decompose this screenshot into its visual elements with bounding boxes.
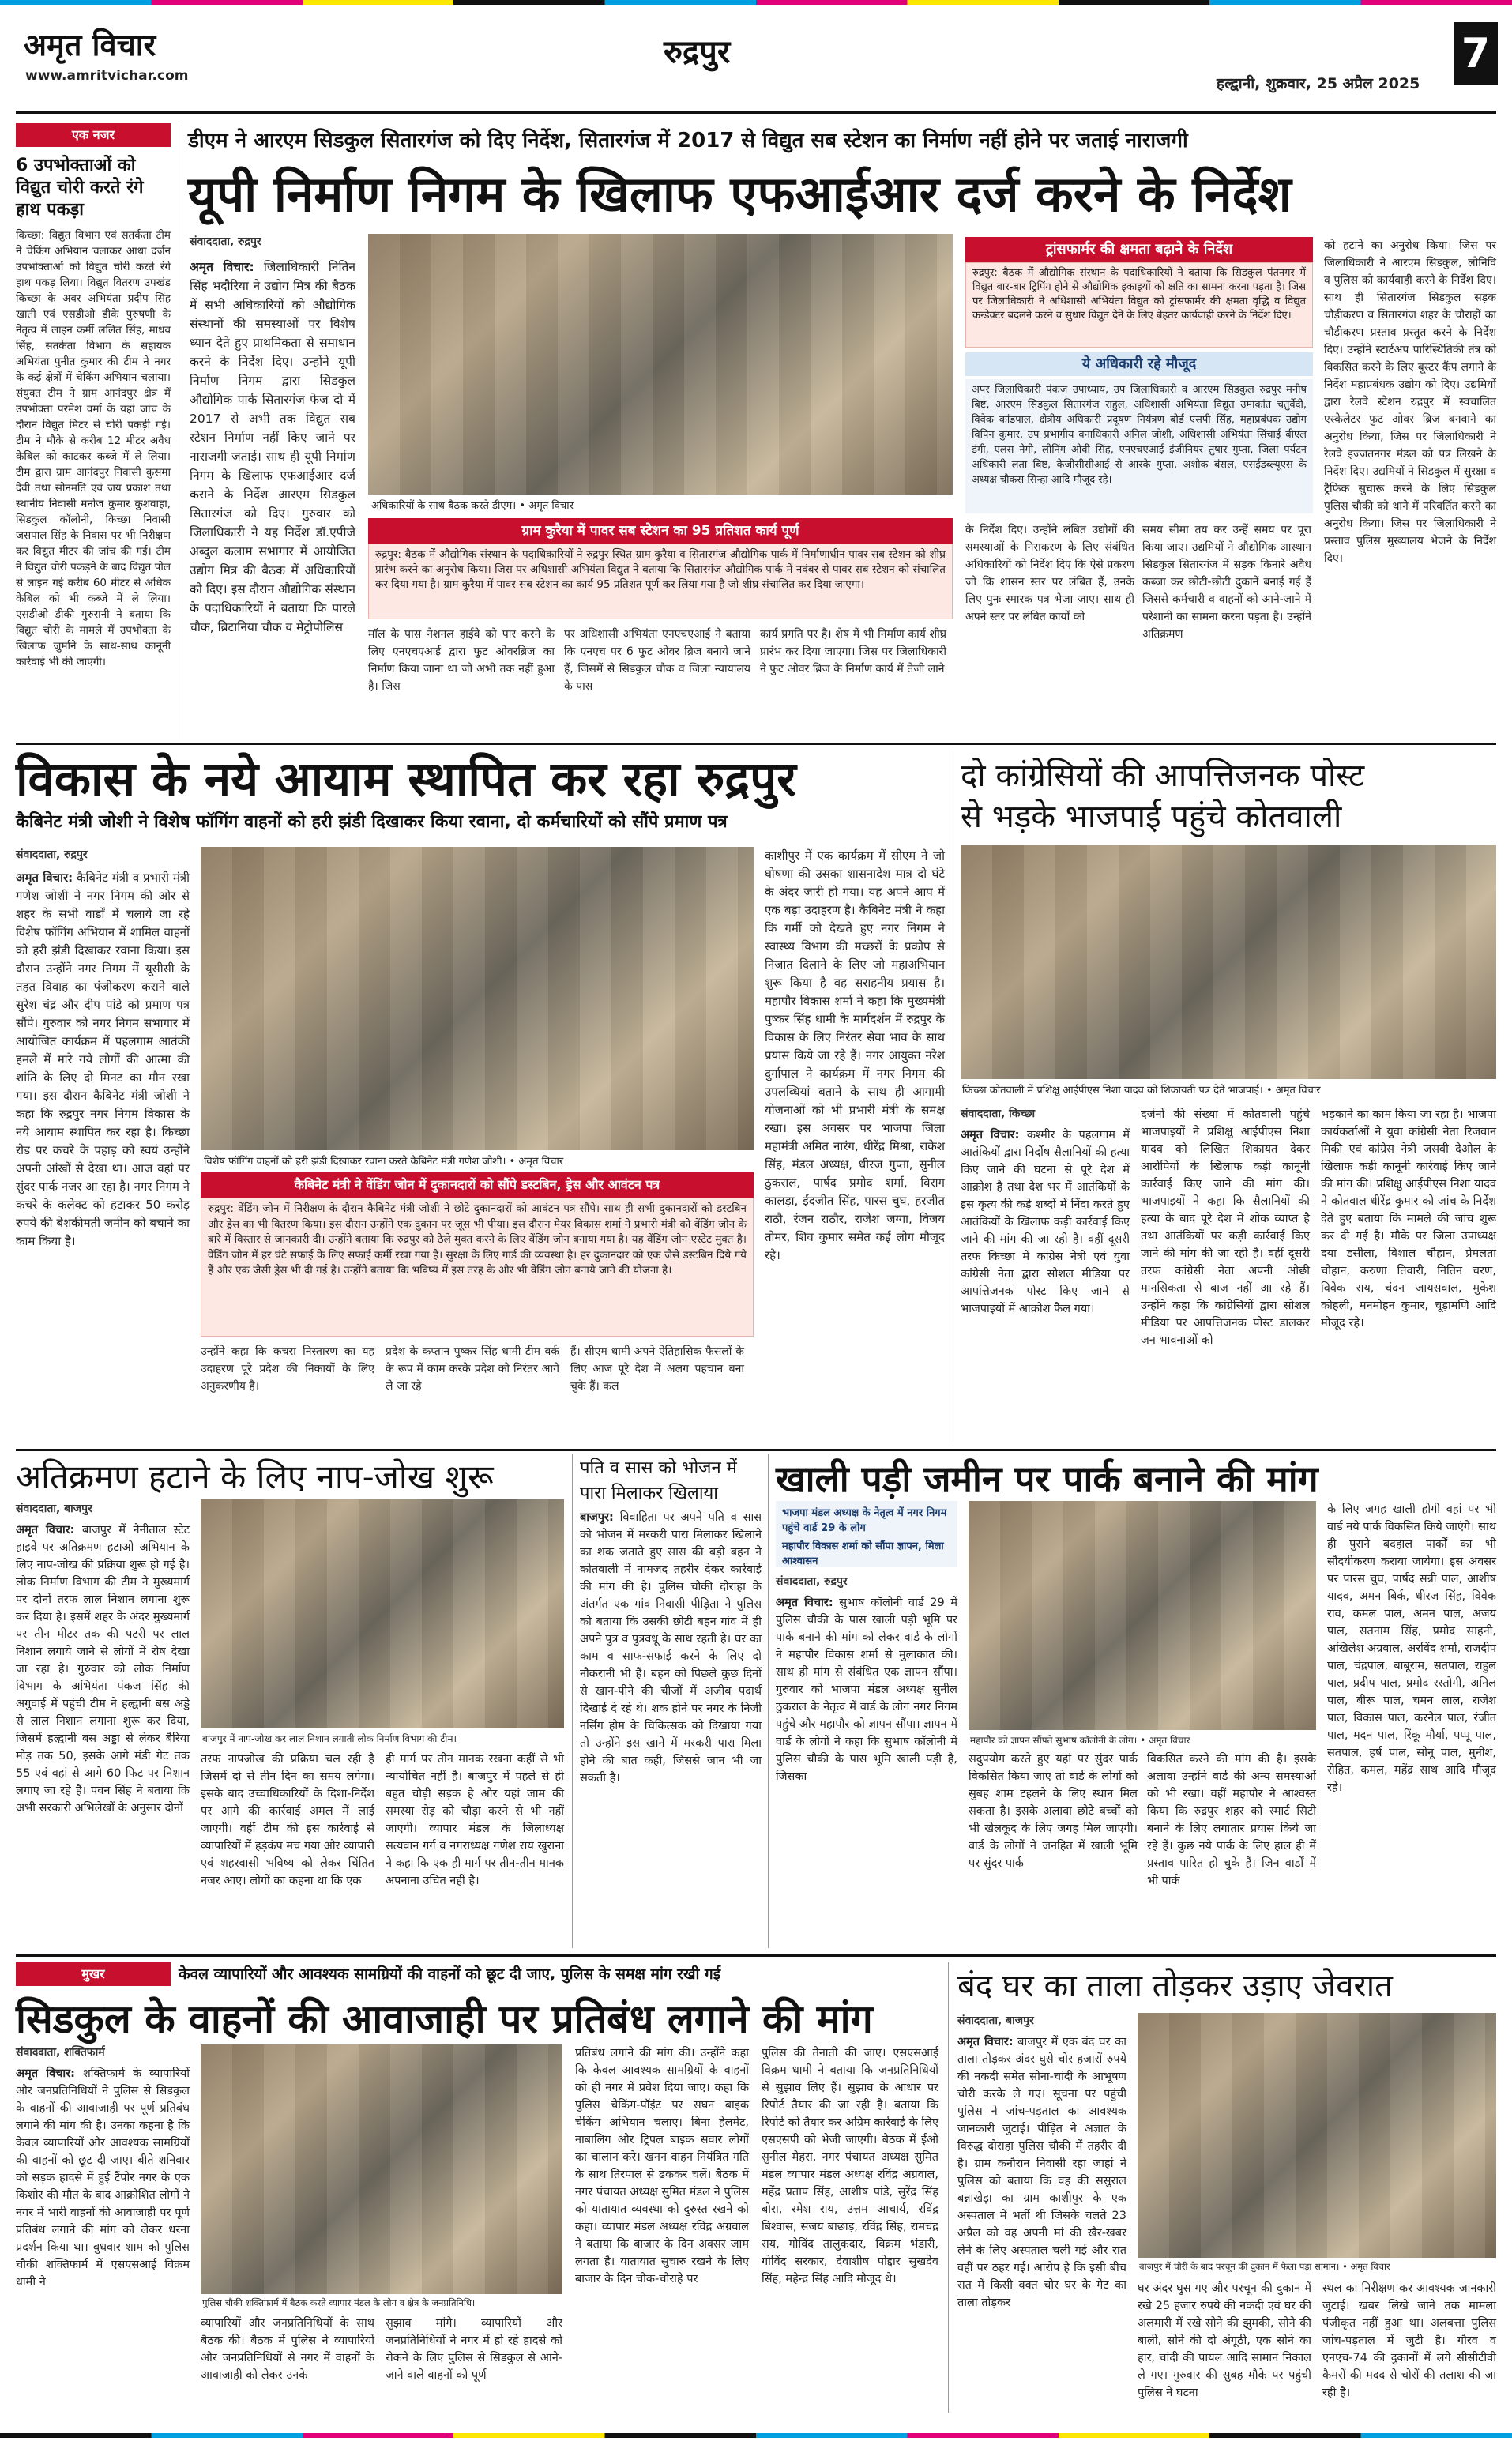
story7-tag: मुखर bbox=[16, 1962, 171, 1986]
story6-bullets bbox=[776, 1501, 957, 1567]
story2-col1 bbox=[16, 869, 190, 1446]
story2-col-y: प्रदेश के कप्तान पुष्कर सिंह धामी टीम वर्क के रूप में काम करके प्रदेश को निरंतर आगे ले जा रहे bbox=[386, 1345, 559, 1393]
ek-nazar-headline: 6 उपभोक्ताओं को विद्युत चोरी करते रंगे हाथ पकड़ा bbox=[16, 156, 144, 220]
story8-col3: स्थल का निरीक्षण कर आवश्यक जानकारी जुटाई। खबर लिखे जाने तक मामला पंजीकृत नहीं हुआ था। अलबत्ता पुलिस जांच-पड़ताल में जुटी है। गौरव व एनएच-74 की दुकानों में लगे सीसीटीवी कैमरों की मदद से चोरों की तलाश की जा रही है। bbox=[1322, 2282, 1496, 2399]
story2-col-z: हैं। सीएम धामी अपने ऐतिहासिक फैसलों के लिए आज पूरे देश में अलग पहचान बना चुके हैं। कल bbox=[570, 1345, 744, 1393]
story4-col3: ही मार्ग पर तीन मानक रखना कहीं से भी न्यायोचित नहीं है। बाजपुर में पहले से ही बहुत चौड़ी सड़क है और यहां जाम की समस्या रोड़ को चौड़ा करने से भी नहीं जाएगी। व्यापार मंडल के जिलाध्यक्ष सत्यवान गर्ग व नगराध्यक्ष गणेश राय खुराना ने कहा कि एक ही मार्ग पर तीन-तीन मानक अपनाना उचित नहीं है। bbox=[386, 1753, 564, 1887]
story6-col1-text: सुभाष कॉलोनी वार्ड 29 में पुलिस चौकी के पास खाली पड़ी भूमि पर पार्क बनाने की मांग को लेकर वार्ड के लोगों ने महापौर विकास शर्मा से मुलाकात की। साथ ही मांग से संबंधित एक ज्ञापन सौंपा। गुरुवार को भाजपा मंडल अध्यक्ष सुनील ठुकराल के नेतृत्व में वार्ड के लोग नगर निगम पहुंचे और महापौर को ज्ञापन सौंपा। ज्ञापन में वार्ड के लोगों ने कहा कि सुभाष कॉलोनी में पुलिस चौकी के पास भूमि खाली पड़ी है, जिसका bbox=[776, 1597, 958, 1783]
masthead bbox=[16, 11, 1501, 115]
story1-col-a: मॉल के पास नेशनल हाईवे को पार करने के लिए एनएचएआई द्वारा फुट ओवरब्रिज का निर्माण किया जाना था जो अभी तक नहीं हुआ है। जिस bbox=[368, 628, 555, 693]
story8-col1-text: बाजपुर में एक बंद घर का ताला तोड़कर अंदर घुसे चोर हजारों रुपये की नकदी समेत सोना-चांदी के आभूषण चोरी करके ले गए। सूचना पर पहुंची पुलिस ने जांच-पड़ताल का आवश्यक जानकारी जुटाई। पीड़ित ने अज्ञात के विरुद्ध दोराहा पुलिस चौकी में तहरीर दी है। ग्राम कनौरान निवासी रहा जाहां ने पुलिस को बताया कि वह की ससुराल बन्नाखेड़ा का ग्राम काशीपुर के एक अस्पताल में भर्ती थी जिसके चलते 23 अप्रैल को वह अपनी मां की खैर-खबर लेने के लिए अस्पताल चली गई और रात वहीं पर ठहर गई। आरोप है कि इसी बीच रात में किसी वक्त चोर घर के गेट का ताला तोड़कर bbox=[957, 2036, 1127, 2309]
story3-col1-text: कश्मीर के पहलगाम में आतंकियों द्वारा निर्दोष सैलानियों की हत्या किए जाने की घटना से पूरे देश में आक्रोश है तथा देश भर में आतंकियों के इस कृत्य की कड़े शब्दों में निंदा करते हुए आतंकियों के खिलाफ कड़ी कार्रवाई किए जाने की मांग की जा रही है। वहीं दूसरी तरफ किच्छा में कांग्रेस नेत्री एवं युवा कांग्रेसी नेता द्वारा सोशल मीडिया पर आपत्तिजनक पोस्ट किए जाने से भाजपाइयों में आक्रोश फैल गया। bbox=[961, 1129, 1130, 1315]
story2-byline: संवाददाता, रुद्रपुर bbox=[16, 848, 88, 861]
story3-byline: संवाददाता, किच्छा bbox=[961, 1108, 1036, 1120]
section-title: रुद्रपुर bbox=[664, 33, 731, 70]
story6-headline: खाली पड़ी जमीन पर पार्क बनाने की मांग bbox=[776, 1458, 1318, 1500]
column-divider bbox=[768, 1454, 769, 1948]
color-registration-bottom bbox=[0, 2433, 1512, 2438]
story3-col2: दर्जनों की संख्या में कोतवाली पहुंचे भाजपाइयों ने प्रशिक्षु आईपीएस निशा यादव को लिखित शिकायत देकर आरोपियों के खिलाफ कड़ी कानूनी कार्रवाई किए जाने की मांग की। भाजपाइयों ने कहा कि सैलानियों की हत्या के बाद पूरे देश में शोक व्याप्त है तथा आतंकियों पर कड़ी कार्रवाई किए जाने की मांग की जा रही है। वहीं दूसरी तरफ कांग्रेसी नेता अपनी ओछी मानसिकता से बाज नहीं आ रहे हैं। उन्होंने कहा कि कांग्रेसियों द्वारा सोशल मीडिया पर आपत्तिजनक पोस्ट डालकर जन भावनाओं को bbox=[1141, 1108, 1310, 1347]
section-rule-2 bbox=[16, 1449, 1496, 1451]
story1-col-b: पर अधिशासी अभियंता एनएचएआई ने बताया कि एनएच पर 6 फुट ओवर ब्रिज बनाये जाने हैं, जिसमें से सिडकुल चौक व जिला न्यायालय के पास bbox=[564, 628, 750, 693]
story4-byline: संवाददाता, बाजपुर bbox=[16, 1503, 92, 1515]
story1-col-d: के निर्देश दिए। उन्होंने लंबित उद्योगों की समस्याओं के निराकरण के लिए संबंधित अधिकारियों को निर्देश दिए कि ऐसे प्रकरण जो कि शासन स्तर पर लंबित हैं, उनके लिए पुनः स्मारक पत्र भेजा जाए। साथ ही अपने स्तर पर लंबित कार्यों को bbox=[965, 524, 1134, 623]
story1-photo-caption: अधिकारियों के साथ बैठक करते डीएम। • अमृत विचार bbox=[371, 500, 574, 512]
story6-byline: संवाददाता, रुद्रपुर bbox=[776, 1575, 848, 1588]
story4-lead: अमृत विचार: bbox=[16, 1524, 75, 1537]
story1-headline: यूपी निर्माण निगम के खिलाफ एफआईआर दर्ज करने के निर्देश bbox=[188, 165, 1292, 223]
story4-headline: अतिक्रमण हटाने के लिए नाप-जोख शुरू bbox=[16, 1458, 494, 1496]
date-line: हल्द्वानी, शुक्रवार, 25 अप्रैल 2025 bbox=[1217, 75, 1420, 92]
story8-col1 bbox=[957, 2033, 1126, 2413]
story7-lead: अमृत विचार: bbox=[16, 2067, 75, 2080]
story7-col1-text: शक्तिफार्म के व्यापारियों और जनप्रतिनिधियों ने पुलिस से सिडकुल के वाहनों की आवाजाही पर पूर्ण प्रतिबंध लगाने की मांग की है। उनका कहना है कि केवल व्यापारियों और आवश्यक सामग्रियों की वाहनों को छूट दी जाए। बीते शनिवार को सड़क हादसे में हुई टैंपोर नगर के एक किशोर की मौत के बाद आक्रोशित लोगों ने नगर में भारी वाहनों की आवाजाही पर पूर्ण प्रतिबंध लगाने की मांग को लेकर धरना प्रदर्शन किया था। बुधवार शाम को पुलिस चौकी शक्तिफार्म में एसएसआई विक्रम धामी ने bbox=[16, 2067, 190, 2289]
section-rule-3 bbox=[16, 1954, 1496, 1957]
page-number: 7 bbox=[1454, 22, 1498, 85]
story6-bullet-1: भाजपा मंडल अध्यक्ष के नेतृत्व में नगर निगम पहुंचे वार्ड 29 के लोग bbox=[782, 1507, 947, 1534]
story6-photo bbox=[969, 1501, 1316, 1730]
story2-right-col: काशीपुर में एक कार्यक्रम में सीएम ने जो घोषणा की उसका शासनादेश मात्र दो घंटे के अंदर जारी हो गया। यह अपने आप में एक बड़ा उदाहरण है। कैबिनेट मंत्री ने कहा कि गर्मी को देखते हुए नगर निगम ने स्वास्थ्य विभाग की मच्छरों के प्रकोप से निजात दिलाने के लिए जो महाअभियान शुरू किया है वह सराहनीय प्रयास है। महापौर विकास शर्मा ने कहा कि मुख्यमंत्री पुष्कर सिंह धामी के मार्गदर्शन में रुद्रपुर के विकास के लिए निरंतर सेवा भाव के साथ प्रयास किये जा रहे हैं। नगर आयुक्त नरेश दुर्गापाल ने कार्यक्रम में नगर निगम की उपलब्धियां बताने के साथ ही आगामी योजनाओं को भी प्रभारी मंत्री के समक्ष रखा। इस अवसर पर भाजपा जिला महामंत्री अमित नारंग, धीरेंद्र मिश्रा, राकेश सिंह, मंडल अध्यक्ष, धीरज गुप्ता, सुनील ठुकराल, पार्षद प्रमोद शर्मा, विराग कालड़ा, ईंदजीत सिंह, पारस चुघ, हरजीत राठौ, रंजन राठौर, राजेश जग्गा, विजय तोमर, शिव कुमार समेत कई लोग मौजूद रहे। bbox=[765, 848, 945, 1262]
ek-nazar-tag: एक नजर bbox=[16, 123, 171, 147]
ek-nazar-body: किच्छा: विद्युत विभाग एवं सतर्कता टीम ने चेकिंग अभियान चलाकर आधा दर्जन उपभोक्ताओं को विद्युत चोरी करते रंगे हाथ पकड़ लिया। विद्युत वितरण उपखंड किच्छा के अवर अभियंता प्रदीप सिंह खाती एवं एसडीओ डीके पुरुषणी के नेतृत्व में लाइन कर्मी ललित सिंह, माधव सिंह, सतर्कता विभाग के सहायक अभियंता पुनीत कुमार की टीम ने नगर के कई क्षेत्रों में चेकिंग अभियान चलाया। संयुक्त टीम ने ग्राम आनंदपुर क्षेत्र में उपभोक्ता परमेश वर्मा के यहां जांच के दौरान विद्युत मिटर से चोरी पकड़ी गई। टीम ने मौके से करीब 12 मीटर अवैध केबिल को काटकर कब्जे में ले लिया। टीम द्वारा ग्राम आनंदपुर निवासी कुसमा देवी तथा सोनमति एवं जय प्रकाश तथा स्थानीय निवासी मनोज कुमार कुशवाहा, सिडकुल कॉलोनी, किच्छा निवासी जसपाल सिंह के निवास पर भी निरीक्षण कर विद्युत मीटर की जांच की गई। टीम ने विद्युत चोरी पकड़ने के बाद विद्युत पोल से लाइन गई करीब 60 मीटर से अधिक केबिल को भी कब्जे में ले लिया। एसडीओ डीकी गुरुरानी ने बताया कि विद्युत चोरी के मामले में उपभोक्ता के खिलाफ जुर्माने के साथ-साथ कानूनी कार्रवाई भी की जाएगी। bbox=[16, 229, 171, 668]
story3-lead: अमृत विचार: bbox=[961, 1129, 1020, 1142]
story7-col1 bbox=[16, 2065, 190, 2413]
story6-bullet-2: महापौर विकास शर्मा को सौंपा ज्ञापन, मिला आश्वासन bbox=[782, 1540, 944, 1567]
story8-byline: संवाददाता, बाजपुर bbox=[957, 2014, 1034, 2027]
masthead-rule bbox=[16, 111, 1496, 114]
story6-col2: सदुपयोग करते हुए यहां पर सुंदर पार्क विकसित किया जाए तो वार्ड के लोगों को सुबह शाम टहलने के लिए स्थान मिल सकता है। इसके अलावा छोटे बच्चों को भी खेलकूद के लिए जगह मिल जाएगी। वार्ड के लोगों ने जनहित में खाली भूमि पर सुंदर पार्क bbox=[969, 1753, 1138, 1870]
story2-headline: विकास के नये आयाम स्थापित कर रहा रुद्रपुर bbox=[16, 752, 796, 807]
story3-col3: भड़काने का काम किया जा रहा है। भाजपा कार्यकर्ताओं ने युवा कांग्रेसी नेता रिजवान मिकी एवं कांग्रेस नेत्री जसवी देओल के खिलाफ कड़ी कानूनी कार्रवाई किए जाने की मांग की। प्रशिक्षु आईपीएस निशा यादव ने कोतवाल धीरेंद्र कुमार को जांच के निर्देश देते हुए बताया कि मामले की जांच शुरू कर दी गई है। मौके पर जिला उपाध्यक्ष दया डसीला, विशाल चौहान, प्रेमलता चौहान, करुणा तिवारी, नितिन चरण, विवेक राय, चंदन जायसवाल, मुकेश कोहली, मनमोहन कुमार, चूड़ामणि आदि मौजूद रहे। bbox=[1321, 1108, 1496, 1330]
story3-headline-1: दो कांग्रेसियों की आपत्तिजनक पोस्ट bbox=[961, 758, 1365, 794]
story7-byline: संवाददाता, शक्तिफार्म bbox=[16, 2046, 105, 2059]
story7-col-b2: सुझाव मांगे। व्यापारियों और जनप्रतिनिधियों ने नगर में हो रहे हादसे को रोकने के लिए पुलिस से सिडकुल से आने-जाने वाले वाहनों को पूर्ण bbox=[386, 2317, 562, 2382]
story7-photo-caption: पुलिस चौकी शक्तिफार्म में बैठक करते व्यापार मंडल के लोग व क्षेत्र के जनप्रतिनिधि। bbox=[202, 2297, 476, 2308]
story2-photo-caption: विशेष फॉगिंग वाहनों को हरी झंडी दिखाकर रवाना करते कैबिनेट मंत्री गणेश जोशी। • अमृत विचार bbox=[204, 1156, 564, 1168]
story5-headline-2: पारा मिलाकर खिलाया bbox=[580, 1484, 719, 1503]
transformer-box: रुद्रपुर: बैठक में औद्योगिक संस्थान के पदाधिकारियों ने बताया कि सिडकुल पंतनगर में विद्युत बार-बार ट्रिपिंग होने से औद्योगिक इकाइयों को क्षति का सामना करना पड़ता है। जिस पर जिलाधिकारी ने अधिशासी अभियंता विद्युत को ट्रांसफार्मर की क्षमता वृद्धि व विद्युत कन्डेक्टर बदलने करने व सुधार विद्युत देने के लिए बेहतर कार्यवाही करने के निर्देश दिए। bbox=[965, 262, 1313, 348]
story1-photo bbox=[368, 234, 953, 495]
story6-lead: अमृत विचार: bbox=[776, 1597, 833, 1609]
story2-col-x: उन्होंने कहा कि कचरा निस्तारण का यह उदाहरण पूरे प्रदेश की निकायों के लिए अनुकरणीय है। bbox=[201, 1345, 374, 1393]
story7-photo bbox=[201, 2044, 562, 2294]
story6-col3: विकसित करने की मांग की है। इसके अलावा उन्होंने वार्ड की अन्य समस्याओं को भी रखा। वहीं महापौर ने आश्वस्त किया कि रुद्रपुर शहर को स्मार्ट सिटी बनाने के लिए लगातार प्रयास किये जा रहे हैं। कुछ नये पार्क के लिए हाल ही में प्रस्ताव पारित हो चुके हैं। जिन वार्डों में भी पार्क bbox=[1147, 1753, 1316, 1887]
story2-col1-text: कैबिनेट मंत्री व प्रभारी मंत्री गणेश जोशी ने नगर निगम की ओर से शहर के सभी वार्डों में चलाये जा रहे विशेष फॉगिंग अभियान में शामिल वाहनों को हरी झंडी दिखाकर रवाना किया। इस दौरान उन्होंने नगर निगम में यूसीसी के तहत विवाह का पंजीकरण कराने वाले सुरेश चंद्र और दीप पांडे को प्रमाण पत्र सौंपे। गुरुवार को नगर निगम सभागार में आयोजित कार्यक्रम में पहलगाम आतंकी हमले में मारे गये लोगों की आत्मा की शांति के लिए दो मिनट का मौन रखा गया। इस दौरान कैबिनेट मंत्री जोशी ने कहा कि रुद्रपुर नगर निगम विकास के नये आयाम स्थापित कर रहा है। किच्छा रोड पर कचरे के पहाड़ को स्वयं उन्होंने अपनी आंखों से देखा था। आज वहां पर सुंदर पार्क नजर आ रहा है। नगर निगम ने कचरे के कलेक्ट को हटाकर 50 करोड़ रुपये की बेशकीमती जमीन को बचाने का काम किया है। bbox=[16, 871, 190, 1248]
story7-col2: प्रतिबंध लगाने की मांग की। उन्होंने कहा कि केवल आवश्यक सामग्रियों के वाहनों को ही नगर में प्रवेश दिया जाए। कहा कि पुलिस चेकिंग-पॉइंट पर सघन बाइक चेकिंग अभियान चलाए। बिना हेलमेट, नाबालिग और ट्रिपल बाइक सवार लोगों का चालान करे। खनन वाहन नियंत्रित गति के साथ तिरपाल से ढककर चलें। बैठक में नगर पंचायत अध्यक्ष सुमित मंडल ने पुलिस को यातायात व्यवस्था को दुरुस्त रखने को कहा। व्यापार मंडल अध्यक्ष रविंद्र अग्रवाल ने बताया कि बाजार के दिन अक्सर जाम लगता है। यातायात सुचारु रखने के लिए बाजार के दिन चौक-चौराहे पर bbox=[575, 2047, 749, 2285]
story7-headline: सिडकुल के वाहनों की आवाजाही पर प्रतिबंध लगाने की मांग bbox=[16, 1996, 873, 2042]
column-divider bbox=[948, 1962, 949, 2413]
story1-lead: अमृत विचार: bbox=[190, 260, 254, 274]
story1-col-c: कार्य प्रगति पर है। शेष में भी निर्माण कार्य शीघ्र प्रारंभ कर दिया जाएगा। जिस पर जिलाधिकारी ने फुट ओवर ब्रिज के निर्माण कार्य में तेजी लाने bbox=[760, 628, 946, 675]
column-divider bbox=[572, 1454, 573, 1948]
story5-headline-1: पति व सास को भोजन में bbox=[580, 1458, 737, 1478]
ek-nazar-box bbox=[16, 123, 171, 755]
story2-subhead: कैबिनेट मंत्री जोशी ने विशेष फॉगिंग वाहनों को हरी झंडी दिखाकर किया रवाना, दो कर्मचारियों को सौंपे प्रमाण पत्र bbox=[16, 812, 728, 832]
present-bar: ये अधिकारी रहे मौजूद bbox=[965, 352, 1313, 376]
story2-lead: अमृत विचार: bbox=[16, 871, 73, 885]
story4-col2: तरफ नापजोख की प्रक्रिया चल रही है जिसमें दो से तीन दिन का समय लगेगा। इसके बाद उच्चाधिकारियों के दिशा-निर्देश पर आगे की कार्रवाई अमल में लाई जाएगी। वहीं टीम की इस कार्रवाई से व्यापारियों में हड़कंप मच गया और व्यापारी एवं शहरवासी भविष्य को लेकर चिंतित नजर आए। लोगों का कहना था कि एक bbox=[201, 1753, 374, 1887]
story1-kicker: डीएम ने आरएम सिडकुल सितारगंज को दिए निर्देश, सितारगंज में 2017 से विद्युत सब स्टेशन का निर्माण नहीं होने पर जताई नाराजगी bbox=[188, 129, 1188, 152]
brand-logo: अमृत विचार bbox=[24, 27, 156, 62]
story8-headline: बंद घर का ताला तोड़कर उड़ाए जेवरात bbox=[957, 1968, 1393, 2004]
story1-col1 bbox=[190, 258, 355, 634]
story6-photo-caption: महापौर को ज्ञापन सौंपते सुभाष कॉलोनी के लोग। • अमृत विचार bbox=[970, 1735, 1190, 1746]
story8-photo-caption: बाजपुर में चोरी के बाद परचून की दुकान में फैला पड़ा सामान। • अमृत विचार bbox=[1139, 2261, 1390, 2272]
story8-col2: घर अंदर घुस गए और परचून की दुकान में रखे 25 हजार रुपये की नकदी एवं घर की अलमारी में रखे सोने की झुमकी, सोने की बाली, सोने की दो अंगूठी, एक सोने का हार, चांदी की पायल आदि सामान निकाल ले गए। गुरुवार की सुबह मौके पर पहुंची पुलिस ने घटना bbox=[1138, 2282, 1311, 2399]
story4-photo bbox=[201, 1499, 564, 1728]
story1-byline: संवाददाता, रुद्रपुर bbox=[190, 235, 261, 248]
story3-photo bbox=[961, 845, 1496, 1079]
story1-col-e: समय सीमा तय कर उन्हें समय पर पूरा किया जाए। उद्यमियों ने औद्योगिक आस्थान सिडकुल सितारगंज में सड़क किनारे अवैध कब्जा कर छोटी-छोटी दुकानें बनाई गई हैं जिससे कर्मचारी व वाहनों को आने-जाने में परेशानी का सामना करना पड़ता है। उन्होंने अतिक्रमण bbox=[1142, 524, 1311, 641]
story4-col1-text: बाजपुर में नैनीताल स्टेट हाइवे पर अतिक्रमण हटाओ अभियान के लिए नाप-जोख की प्रक्रिया शुरू हो गई है। लोक निर्माण विभाग की टीम ने मुख्यमार्ग पर दोनों तरफ लाल निशान लगाना शुरू कर दिया है। इसमें शहर के अंदर मुख्यमार्ग पर तीन मीटर तक की पटरी पर लाल निशान लगाये जाने से लोगों में रोष देखा जा रहा है। गुरुवार को लोक निर्माण विभाग के अभियंता पंकज सिंह की अगुवाई में पहुंची टीम ने हल्द्वानी बस अड्डे से लाल निशान लगाना शुरू कर दिया, जिसमें हल्द्वानी बस अड्डा से लेकर बैरिया मोड़ तक 50, इसके आगे मंडी गेट तक 55 एवं वहां से आगे 60 फिट पर निशान लगाए जा रहे हैं। पवन सिंह ने बताया कि अभी सरकारी अभिलेखों के अनुसार दोनों bbox=[16, 1524, 190, 1815]
story1-col1-text: जिलाधिकारी नितिन सिंह भदौरिया ने उद्योग मित्र की बैठक में सभी अधिकारियों को औद्योगिक संस्थानों की समस्याओं पर विशेष ध्यान देते हुए प्राथमिकता से समाधान करने के निर्देश दिए। उन्होंने यूपी निर्माण निगम द्वारा सिडकुल औद्योगिक पार्क सितारगंज फेज दो में 2017 से अभी तक विद्युत सब स्टेशन निर्माण नहीं किए जाने पर नाराजगी जताई। साथ ही यूपी निर्माण निगम के खिलाफ एफआईआर दर्ज कराने के निर्देश आरएम सिडकुल सितारगंज को दिए। गुरुवार को जिलाधिकारी ने यह निर्देश डॉ.एपीजे अब्दुल कलाम सभागार में आयोजित उद्योग मित्र की बैठक में अधिकारियों को दिए। इस दौरान औद्योगिक संस्थान के पदाधिकारियों ने बताया कि पारले चौक, ब्रिटानिया चौक व मेट्रोपोलिस bbox=[190, 260, 355, 634]
present-box: अपर जिलाधिकारी पंकज उपाध्याय, उप जिलाधिकारी व आरएम सिडकुल रुद्रपुर मनीष बिष्ट, आरएम सिडकुल सितारगंज राहुल, अधिशासी अभियंता विद्युत उमाकांत चतुर्वेदी, विवेक कांडपाल, क्षेत्रीय अधिकारी प्रदूषण नियंत्रण बोर्ड एसपी सिंह, महाप्रबंधक उद्योग विपिन कुमार, उप प्रभागीय वनाधिकारी अनिल जोशी, अधिशासी अभियंता सिंचाई बीएल डंगी, एलस नेगी, लीनिंग ओवी सिंह, एनएचएआई इंजीनियर तुषार गुप्ता, जिला पर्यटन अधिकारी लता बिष्ट, केजीसीसीआई से आरके गुप्ता, अशोक बंसल, एसईडब्ल्यूएस के अध्यक्ष चौकस सिन्हा आदि मौजूद रहे। bbox=[965, 379, 1313, 513]
story5-col1 bbox=[580, 1509, 762, 1948]
story2-vending-box: रुद्रपुर: वेंडिंग जोन में निरीक्षण के दौरान कैबिनेट मंत्री जोशी ने छोटे दुकानदारों को आवंटन पत्र सौंपे। साथ ही सभी दुकानदारों को डस्टबिन और ड्रेस का भी वितरण किया। इस दौरान उन्होंने एक दुकान पर जूस भी पीया। इस दौरान मेयर विकास शर्मा ने प्रभारी मंत्री को वेंडिंग जोन के बारे में विस्तार से जानकारी दी। उन्होंने बताया कि रुद्रपुर को ठेले मुक्त करने के लिए वेंडिंग जोन बनाया गया है। यह वेंडिंग जोन एस्टेट मुक्त है। वेंडिंग जोन में हर घंटे सफाई के लिए सफाई कर्मी रखा गया है। सुरक्षा के लिए गार्ड की व्यवस्था है। हर दुकानदार को एक जैसे डस्टबिन दिये गये हैं और एक जैसी ड्रेस भी दी गई है। उन्होंने बताया कि भविष्य में इस तरह के और भी वेंडिंग जोन बनाये जाने की योजना है। bbox=[201, 1198, 754, 1337]
story8-photo bbox=[1138, 2013, 1496, 2258]
story2-vending-bar: कैबिनेट मंत्री ने वेंडिंग जोन में दुकानदारों को सौंपे डस्टबिन, ड्रेस और आवंटन पत्र bbox=[201, 1172, 754, 1198]
story4-col1 bbox=[16, 1522, 190, 1948]
brand-url: www.amritvichar.com bbox=[25, 68, 189, 84]
story1-power-box: रुद्रपुर: बैठक में औद्योगिक संस्थान के पदाधिकारियों ने रुद्रपुर स्थित ग्राम कुरैया व सितारगंज औद्योगिक पार्क में निर्माणाधीन पावर सब स्टेशन को शीघ्र प्रारंभ करने का अनुरोध किया। जिस पर अधिशासी अभियंता विद्युत ने बताया कि सितारगंज औद्योगिक पार्क में नवंबर से पावर सब स्टेशन को संचालित कर दिया गया है। ग्राम कुरैया में पावर सब स्टेशन का कार्य 95 प्रतिशत पूर्ण कर लिया गया है जो शीघ्र संचालित कर दिया जाएगा। bbox=[368, 544, 953, 619]
story3-headline-2: से भड़के भाजपाई पहुंचे कोतवाली bbox=[961, 799, 1342, 835]
story6-col4: के लिए जगह खाली होगी वहां पर भी वार्ड नये पार्क विकसित किये जाएंगे। साथ ही पुराने बदहाल पार्कों का भी सौंदर्यीकरण कराया जायेगा। इस अवसर पर पारस चुघ, पार्षद सन्नी पाल, आशीष यादव, अमन बिर्क, धीरज सिंह, विवेक राव, कमल पाल, अमन पाल, अजय पाल, सतनाम सिंह, प्रमोद साहनी, अखिलेश अग्रवाल, अरविंद शर्मा, राजदीप पाल, चंद्रपाल, बाबूराम, सतपाल, राहुल पाल, प्रदीप पाल, प्रमोद रस्तोगी, अनिल पाल, बीरू पाल, चमन लाल, राजेश पाल, विकास पाल, करनैल पाल, रंजीत पाल, मदन पाल, रिंकू मौर्या, पप्पू पाल, सतपाल, हर्ष पाल, सोनू पाल, मुनीश, रोहित, कमल, महेंद्र साथ आदि मौजूद रहे। bbox=[1327, 1503, 1496, 1794]
section-rule-1 bbox=[16, 743, 1496, 745]
color-registration-top bbox=[0, 0, 1512, 5]
story1-col-f: को हटाने का अनुरोध किया। जिस पर जिलाधिकारी ने आरएम सिडकुल, लोनिवि व पुलिस को कार्यवाही करने के निर्देश दिए। साथ ही सितारगंज सिडकुल सड़क चौड़ीकरण व सितारगंज शहर के चौराहों का चौड़ीकरण प्रस्ताव प्रस्तुत करने के निर्देश दिए। उन्होंने स्टार्टअप पारिस्थितिकी तंत्र को विकसित करने के लिए बूस्टर कैंप लगाने के निर्देश महाप्रबंधक उद्योग को दिए। उद्यमियों द्वारा रेलवे स्टेशन रुद्रपुर में स्वचालित एस्केलेटर फुट ओवर ब्रिज बनवाने का अनुरोध किया, जिस पर जिलाधिकारी ने रेलवे इज्जतनगर मंडल को पत्र लिखने के निर्देश दिए। उद्यमियों ने सिडकुल में सुरक्षा व ट्रैफिक सुचारू करने के लिए सिडकुल पुलिस चौकी को थाने में परिवर्तित करने का अनुरोध किया। जिस पर जिलाधिकारी ने प्रस्ताव पुलिस मुख्यालय भेजने के निर्देश दिए। bbox=[1324, 239, 1496, 565]
story3-col1 bbox=[961, 1127, 1130, 1443]
story3-photo-caption: किच्छा कोतवाली में प्रशिक्षु आईपीएस निशा यादव को शिकायती पत्र देते भाजपाई। • अमृत विचार bbox=[962, 1085, 1321, 1096]
story1-power-bar: ग्राम कुरैया में पावर सब स्टेशन का 95 प्रतिशत कार्य पूर्ण bbox=[368, 518, 953, 544]
story5-byline: बाजपुर: bbox=[580, 1511, 614, 1524]
story4-photo-caption: बाजपुर में नाप-जोख कर लाल निशान लगाती लोक निर्माण विभाग की टीम। bbox=[202, 1733, 457, 1744]
story8-lead: अमृत विचार: bbox=[957, 2036, 1014, 2048]
story7-col-b1: व्यापारियों और जनप्रतिनिधियों के साथ बैठक की। बैठक में पुलिस ने व्यापारियों और जनप्रतिनिधियों से नगर में वाहनों के आवाजाही को लेकर उनके bbox=[201, 2317, 374, 2382]
story7-kicker: केवल व्यापारियों और आवश्यक सामग्रियों की वाहनों को छूट दी जाए, पुलिस के समक्ष मांग रखी गई bbox=[179, 1965, 721, 1983]
story2-photo bbox=[201, 847, 754, 1150]
story5-col1-text: विवाहिता पर अपने पति व सास को भोजन में मरकरी पारा मिलाकर खिलाने का शक जताते हुए सास की बड़ी बहन ने कोतवाली में नामजद तहरीर देकर कार्रवाई की मांग की है। पुलिस चौकी दोराहा के अंतर्गत एक गांव निवासी पीड़िता ने पुलिस को बताया कि उसकी छोटी बहन गांव में ही अपने पुत्र व पुत्रवधू के साथ रहती है। घर का काम व साफ-सफाई करने के लिए दो नौकरानी भी हैं। बहन को पिछले कुछ दिनों से खान-पीने की चीजों में अजीब पदार्थ दिखाई दे रहे थे। शक होने पर नगर के निजी नर्सिंग होम के चिकित्सक को दिखाया गया तो उन्होंने इस खाने में मरकरी पारा मिला होने की बात कही, जिससे जान भी जा सकती है। bbox=[580, 1511, 762, 1785]
story7-col3: पुलिस की तैनाती की जाए। एसएसआई विक्रम धामी ने बताया कि जनप्रतिनिधियों से सुझाव लिए हैं। सुझाव के आधार पर रिपोर्ट तैयार की जा रही है। बताया कि रिपोर्ट को तैयार कर अग्रिम कार्रवाई के लिए एसएसपी को भेजी जाएगी। बैठक में ईओ सुनील मेहरा, नगर पंचायत अध्यक्ष सुमित मंडल व्यापार मंडल अध्यक्ष रविंद्र अग्रवाल, महेंद्र प्रताप सिंह, आशीष पांडे, सुरेंद्र सिंह बोरा, रमेश राय, उत्तम आचार्य, रविंद्र बिश्वास, संजय बाछाड़, रविंद्र सिंह, रामचंद्र राय, गोविंद तालुकदार, विक्रम भंडारी, गोविंद सरकार, देवाशीष पोद्दार सुखदेव सिंह, महेन्द्र सिंह आदि मौजूद थे। bbox=[762, 2047, 938, 2285]
story6-col1 bbox=[776, 1594, 957, 1948]
transformer-bar: ट्रांसफार्मर की क्षमता बढ़ाने के निर्देश bbox=[965, 237, 1313, 262]
